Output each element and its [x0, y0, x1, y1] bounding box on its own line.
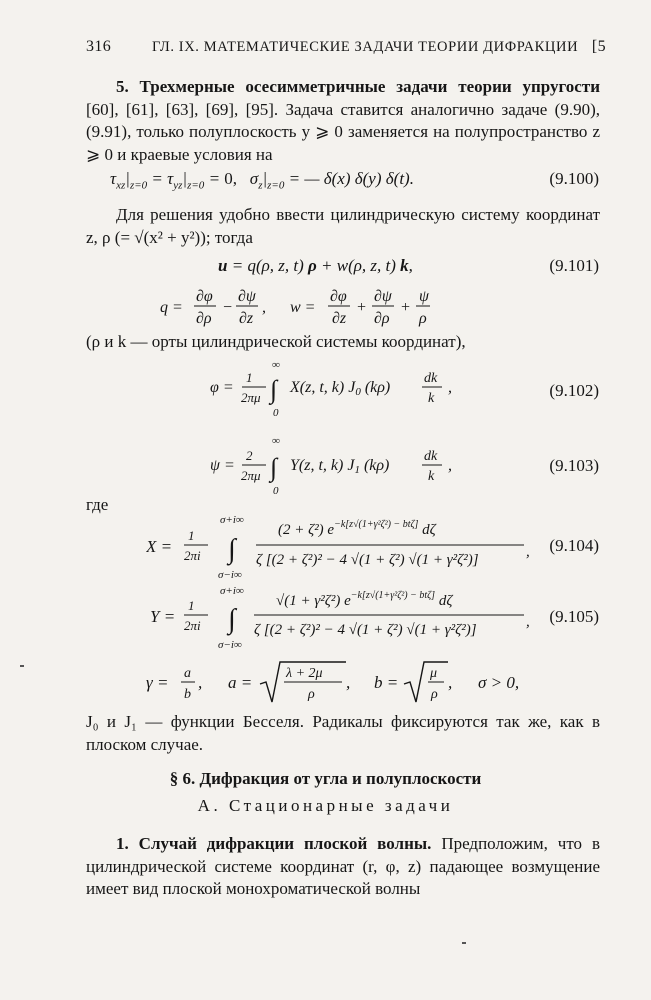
page-speck	[20, 665, 24, 667]
svg-text:X =: X =	[146, 537, 173, 556]
equation-9-104	[146, 512, 541, 587]
svg-text:∂ρ: ∂ρ	[196, 310, 212, 327]
svg-text:b: b	[184, 687, 191, 702]
svg-text:a =: a =	[228, 673, 253, 692]
equation-number-9-103: (9.103)	[549, 456, 599, 475]
running-header	[86, 38, 606, 60]
svg-text:μ: μ	[430, 666, 438, 681]
svg-text:+: +	[356, 299, 367, 316]
svg-text:∫: ∫	[228, 534, 236, 565]
svg-text:σ+i∞: σ+i∞	[220, 585, 244, 597]
svg-text:a: a	[184, 666, 191, 681]
svg-text:1: 1	[188, 528, 195, 543]
svg-text:∂z: ∂z	[239, 310, 254, 327]
psi-integral-graphic	[210, 434, 490, 496]
svg-text:2πμ: 2πμ	[241, 468, 261, 483]
svg-text:∞: ∞	[272, 435, 280, 447]
paragraph-axisymmetric-problems	[86, 76, 600, 166]
svg-text:−: −	[222, 299, 233, 316]
equation-number-9-104: (9.104)	[549, 536, 599, 555]
svg-text:∂φ: ∂φ	[330, 288, 347, 305]
equation-9-102	[210, 358, 490, 423]
svg-text:1: 1	[246, 370, 253, 385]
svg-text:λ + 2μ: λ + 2μ	[286, 666, 323, 681]
svg-text:+: +	[400, 299, 411, 316]
svg-text:2πi: 2πi	[184, 548, 201, 563]
paragraph-cylindrical-coords: Для решения удобно ввести цилиндрическую систему координат z, ρ (= √(x² + y²)); тогда	[86, 205, 600, 247]
equation-number-9-101: (9.101)	[549, 256, 599, 275]
y-integral-graphic	[150, 584, 540, 654]
svg-text:φ =: φ =	[210, 379, 234, 396]
svg-text:,: ,	[198, 673, 203, 692]
equation-9-100: $\tau_{xz}|_{z=0} = \tau_{yz}|_{z=0} = 0$, $\sigma_z|_{z=0}$ = — δ(x) δ(y) δ(t).	[110, 169, 414, 192]
running-title: ГЛ. IX. МАТЕМАТИЧЕСКИЕ ЗАДАЧИ ТЕОРИИ ДИФРАКЦИИ	[152, 39, 579, 55]
svg-text:ρ: ρ	[431, 687, 438, 702]
equation-9-103	[210, 434, 490, 501]
constants-graphic	[146, 658, 536, 708]
svg-text:∫: ∫	[270, 375, 278, 404]
paragraph-text: [60], [61], [63], [69], [95]. Задача ставится аналогично задаче (9.90), (9.91), только полуплоскость y ⩾ 0 заменяется на полупространство z ⩾ 0 и краевые условия на	[86, 99, 600, 164]
svg-text:γ =: γ =	[146, 673, 169, 692]
x-integral-graphic	[146, 512, 541, 582]
svg-text:ρ: ρ	[308, 687, 315, 702]
svg-text:σ+i∞: σ+i∞	[220, 514, 244, 526]
equation-9-101: u = q(ρ, z, t) ρ + w(ρ, z, t) k,	[218, 256, 413, 275]
svg-text:,: ,	[448, 673, 453, 692]
svg-text:,: ,	[526, 614, 530, 630]
svg-text:∂ψ: ∂ψ	[374, 288, 392, 305]
equation-9-105	[150, 584, 540, 659]
word-where: где	[86, 495, 109, 514]
svg-text:,: ,	[262, 299, 266, 316]
subsection-title: А. Стационарные задачи	[197, 796, 454, 815]
equation-number-9-100: (9.100)	[549, 169, 599, 188]
svg-text:σ > 0,: σ > 0,	[478, 673, 520, 692]
paragraph-heading: 1. Случай дифракции плоской волны.	[116, 834, 432, 853]
equation-number-9-105: (9.105)	[549, 607, 599, 626]
svg-text:,: ,	[346, 673, 351, 692]
page-number: 316	[86, 38, 112, 55]
svg-text:,: ,	[526, 544, 530, 560]
svg-text:∂ρ: ∂ρ	[374, 310, 390, 327]
svg-text:k: k	[428, 469, 435, 484]
svg-text:w =: w =	[290, 299, 316, 316]
svg-text:,: ,	[448, 379, 452, 396]
section-6-title: § 6. Дифракция от угла и полуплоскости	[169, 769, 482, 788]
phi-integral-graphic	[210, 358, 490, 418]
svg-text:1: 1	[188, 598, 195, 613]
paragraph-heading: 5. Трехмерные осесимметричные задачи теории упругости	[116, 77, 600, 96]
svg-text:∫: ∫	[270, 453, 278, 482]
svg-text:dk: dk	[424, 371, 438, 386]
paragraph-bessel-functions: J₀ и J₁ — функции Бесселя. Радикалы фиксируются так же, как в плоском случае.	[86, 712, 600, 754]
svg-text:σ−i∞: σ−i∞	[218, 639, 242, 651]
svg-text:q =: q =	[160, 299, 183, 316]
svg-text:ρ: ρ	[419, 310, 427, 327]
paragraph-unit-vectors: (ρ и k — орты цилиндрической системы координат),	[86, 332, 466, 351]
svg-text:∫: ∫	[228, 604, 236, 635]
equation-constants	[146, 658, 536, 713]
svg-text:∂φ: ∂φ	[196, 288, 213, 305]
svg-text:∂z: ∂z	[332, 310, 347, 327]
svg-text:ζ [(2 + ζ²)² − 4 √(1 + ζ²) √(1: ζ [(2 + ζ²)² − 4 √(1 + ζ²) √(1 + γ²ζ²)]	[256, 552, 479, 568]
svg-text:k: k	[428, 391, 435, 406]
svg-text:b =: b =	[374, 673, 399, 692]
svg-text:dk: dk	[424, 449, 438, 464]
page-speck	[462, 942, 466, 944]
equation-number-9-102: (9.102)	[549, 381, 599, 400]
svg-text:Y(z, t, k) J1 (kρ): Y(z, t, k) J1 (kρ)	[290, 457, 390, 476]
svg-text:X(z, t, k) J0 (kρ): X(z, t, k) J0 (kρ)	[290, 379, 391, 398]
svg-text:ψ: ψ	[419, 288, 429, 305]
svg-text:∞: ∞	[272, 359, 280, 371]
svg-text:2: 2	[246, 448, 253, 463]
q-w-formula-graphic	[160, 288, 480, 328]
svg-text:2πi: 2πi	[184, 618, 201, 633]
svg-text:σ−i∞: σ−i∞	[218, 569, 242, 581]
svg-text:ζ [(2 + ζ²)² − 4 √(1 + ζ²) √(1: ζ [(2 + ζ²)² − 4 √(1 + ζ²) √(1 + γ²ζ²)]	[254, 622, 477, 638]
svg-text:(2 + ζ²) e−k[z√(1+γ²ζ²) − btζ]: (2 + ζ²) $e^{-k[z√(1+\gamma^2\zeta^2) - bt\zeta]}$ dζ	[278, 519, 436, 538]
svg-text:∂ψ: ∂ψ	[238, 288, 256, 305]
svg-text:√(1 + γ²ζ²) e−k[z√(1+γ²ζ²) − b: √(1 + γ²ζ²) $e^{-k[z√(1+\gamma^2\zeta^2) - bt\zeta]}$ dζ	[276, 590, 453, 609]
svg-text:0: 0	[273, 485, 279, 496]
svg-text:Y =: Y =	[150, 607, 176, 626]
svg-text:0: 0	[273, 407, 279, 418]
section-mark: [5	[591, 38, 606, 55]
svg-text:ψ =: ψ =	[210, 457, 235, 474]
paragraph-plane-wave	[86, 833, 600, 901]
paragraph-text: Предположим, что в цилиндрической системе координат (r, φ, z) падающее возмущение имеет вид плоской монохроматической волны	[86, 834, 600, 899]
equation-q-w	[160, 288, 480, 333]
svg-text:,: ,	[448, 457, 452, 474]
svg-text:2πμ: 2πμ	[241, 390, 261, 405]
